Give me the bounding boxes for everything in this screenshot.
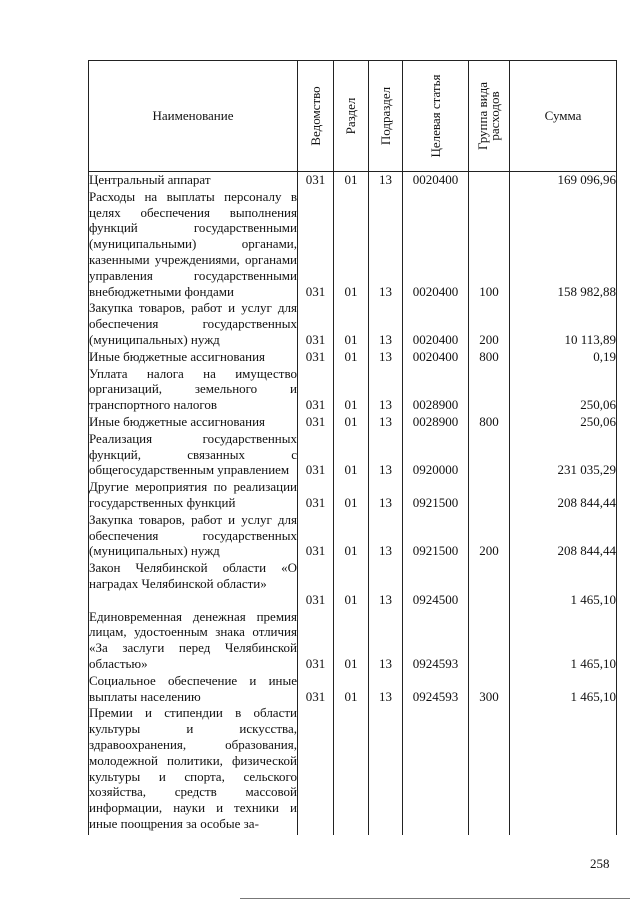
row-podrazdel: 13 [369, 365, 403, 413]
row-summa: 208 844,44 [510, 479, 617, 512]
row-razdel: 01 [334, 300, 369, 348]
row-celevaya: 0924593 [403, 672, 469, 705]
filler-cell [298, 832, 334, 834]
row-celevaya [403, 705, 469, 832]
row-razdel: 01 [334, 479, 369, 512]
table-row [89, 560, 617, 608]
row-celevaya: 0921500 [403, 511, 469, 559]
row-name: Реализация государственных функций, связанных с общегосударственным управлением [89, 430, 297, 478]
row-gruppa [469, 479, 510, 512]
row-gruppa [469, 560, 510, 608]
row-summa: 169 096,96 [510, 172, 617, 189]
row-celevaya: 0028900 [403, 365, 469, 413]
row-vedomstvo: 031 [298, 560, 334, 608]
row-summa: 250,06 [510, 413, 617, 430]
table-row [89, 172, 617, 189]
row-celevaya: 0020400 [403, 300, 469, 348]
row-gruppa [469, 365, 510, 413]
row-razdel [334, 705, 369, 832]
row-vedomstvo: 031 [298, 172, 334, 189]
row-podrazdel: 13 [369, 172, 403, 189]
row-razdel: 01 [334, 430, 369, 478]
row-gruppa: 800 [469, 413, 510, 430]
row-summa: 10 113,89 [510, 300, 617, 348]
row-celevaya: 0920000 [403, 430, 469, 478]
row-gruppa: 300 [469, 672, 510, 705]
table-filler-row [89, 832, 617, 834]
row-gruppa: 800 [469, 348, 510, 365]
header-summa: Сумма [510, 61, 617, 172]
row-celevaya: 0924500 [403, 560, 469, 608]
row-podrazdel: 13 [369, 672, 403, 705]
filler-cell [369, 832, 403, 834]
row-podrazdel: 13 [369, 430, 403, 478]
row-podrazdel [369, 705, 403, 832]
filler-cell [510, 832, 617, 834]
page-number: 258 [590, 856, 610, 871]
row-vedomstvo: 031 [298, 511, 334, 559]
row-vedomstvo: 031 [298, 300, 334, 348]
row-name: Закон Челябинской области «О наградах Челябинской области» [89, 560, 298, 608]
row-razdel: 01 [334, 365, 369, 413]
row-podrazdel: 13 [369, 560, 403, 608]
row-celevaya: 0028900 [403, 413, 469, 430]
row-gruppa [469, 608, 510, 672]
row-vedomstvo: 031 [298, 188, 334, 300]
bottom-divider [240, 898, 630, 899]
row-name: Уплата налога на имущество организаций, земельного и транспортного налогов [89, 365, 297, 413]
row-summa: 158 982,88 [510, 188, 617, 300]
table-header-row [89, 61, 617, 172]
row-celevaya: 0020400 [403, 348, 469, 365]
row-vedomstvo: 031 [298, 413, 334, 430]
header-podrazdel: Подраздел [369, 61, 403, 172]
table-row [89, 300, 617, 348]
row-podrazdel: 13 [369, 511, 403, 559]
row-gruppa: 100 [469, 188, 510, 300]
row-vedomstvo: 031 [298, 479, 334, 512]
budget-table [88, 60, 617, 835]
row-vedomstvo: 031 [298, 430, 334, 478]
header-gruppa: Группа вида расходов [469, 61, 510, 172]
header-vedomstvo: Ведомство [298, 61, 334, 172]
filler-cell [89, 832, 298, 834]
row-celevaya: 0020400 [403, 188, 469, 300]
row-razdel: 01 [334, 413, 369, 430]
row-razdel: 01 [334, 172, 369, 189]
table-row [89, 430, 617, 478]
table-row [89, 672, 617, 705]
filler-cell [334, 832, 369, 834]
row-razdel: 01 [334, 188, 369, 300]
row-name: Иные бюджетные ассигнования [89, 413, 298, 430]
row-name: Расходы на выплаты персоналу в целях обеспечения выполнения функций государственными (муниципальными) органами, казенными учреждениями, органами управления государственными внебюджетными фондами [89, 188, 297, 299]
row-vedomstvo [298, 705, 334, 832]
row-celevaya: 0921500 [403, 479, 469, 512]
row-podrazdel: 13 [369, 348, 403, 365]
row-name: Другие мероприятия по реализации государственных функций [89, 479, 297, 510]
row-name: Закупка товаров, работ и услуг для обеспечения государственных (муниципальных) нужд [89, 300, 297, 347]
row-summa: 1 465,10 [510, 672, 617, 705]
row-gruppa: 200 [469, 511, 510, 559]
table-row [89, 479, 617, 512]
filler-cell [469, 832, 510, 834]
row-razdel: 01 [334, 672, 369, 705]
row-podrazdel: 13 [369, 300, 403, 348]
row-name: Закупка товаров, работ и услуг для обеспечения государственных (муниципальных) нужд [89, 511, 297, 559]
row-razdel: 01 [334, 348, 369, 365]
row-podrazdel: 13 [369, 413, 403, 430]
row-summa: 0,19 [510, 348, 617, 365]
row-razdel: 01 [334, 511, 369, 559]
row-razdel: 01 [334, 560, 369, 608]
header-celevaya: Целевая статья [403, 61, 469, 172]
row-celevaya: 0924593 [403, 608, 469, 672]
filler-cell [403, 832, 469, 834]
row-summa: 208 844,44 [510, 511, 617, 559]
row-razdel: 01 [334, 608, 369, 672]
table-row [89, 608, 617, 672]
row-podrazdel: 13 [369, 188, 403, 300]
row-vedomstvo: 031 [298, 348, 334, 365]
row-podrazdel: 13 [369, 479, 403, 512]
table-row [89, 705, 617, 832]
table-row [89, 365, 617, 413]
row-summa [510, 705, 617, 832]
row-vedomstvo: 031 [298, 365, 334, 413]
table-row [89, 348, 617, 365]
row-summa: 231 035,29 [510, 430, 617, 478]
table-row [89, 413, 617, 430]
table-row [89, 511, 617, 559]
row-gruppa [469, 430, 510, 478]
table-row [89, 188, 617, 300]
row-celevaya: 0020400 [403, 172, 469, 189]
row-podrazdel: 13 [369, 608, 403, 672]
row-name: Премии и стипендии в области культуры и искусства, здравоохранения, образования, молодежной политики, физической культуры и спорта, сельского хозяйства, средств массовой информации, науки и техники и иные поощрения за особые за- [89, 705, 297, 831]
row-summa: 250,06 [510, 365, 617, 413]
row-name: Иные бюджетные ассигнования [89, 348, 298, 365]
row-name: Социальное обеспечение и иные выплаты населению [89, 672, 297, 704]
row-vedomstvo: 031 [298, 672, 334, 705]
row-name: Единовременная денежная премия лицам, удостоенным знака отличия «За заслуги перед Челябинской областью» [89, 608, 297, 671]
row-summa: 1 465,10 [510, 560, 617, 608]
header-razdel: Раздел [334, 61, 369, 172]
row-name: Центральный аппарат [89, 172, 298, 189]
row-summa: 1 465,10 [510, 608, 617, 672]
row-gruppa [469, 705, 510, 832]
header-name: Наименование [89, 61, 298, 172]
row-gruppa [469, 172, 510, 189]
row-vedomstvo: 031 [298, 608, 334, 672]
row-gruppa: 200 [469, 300, 510, 348]
